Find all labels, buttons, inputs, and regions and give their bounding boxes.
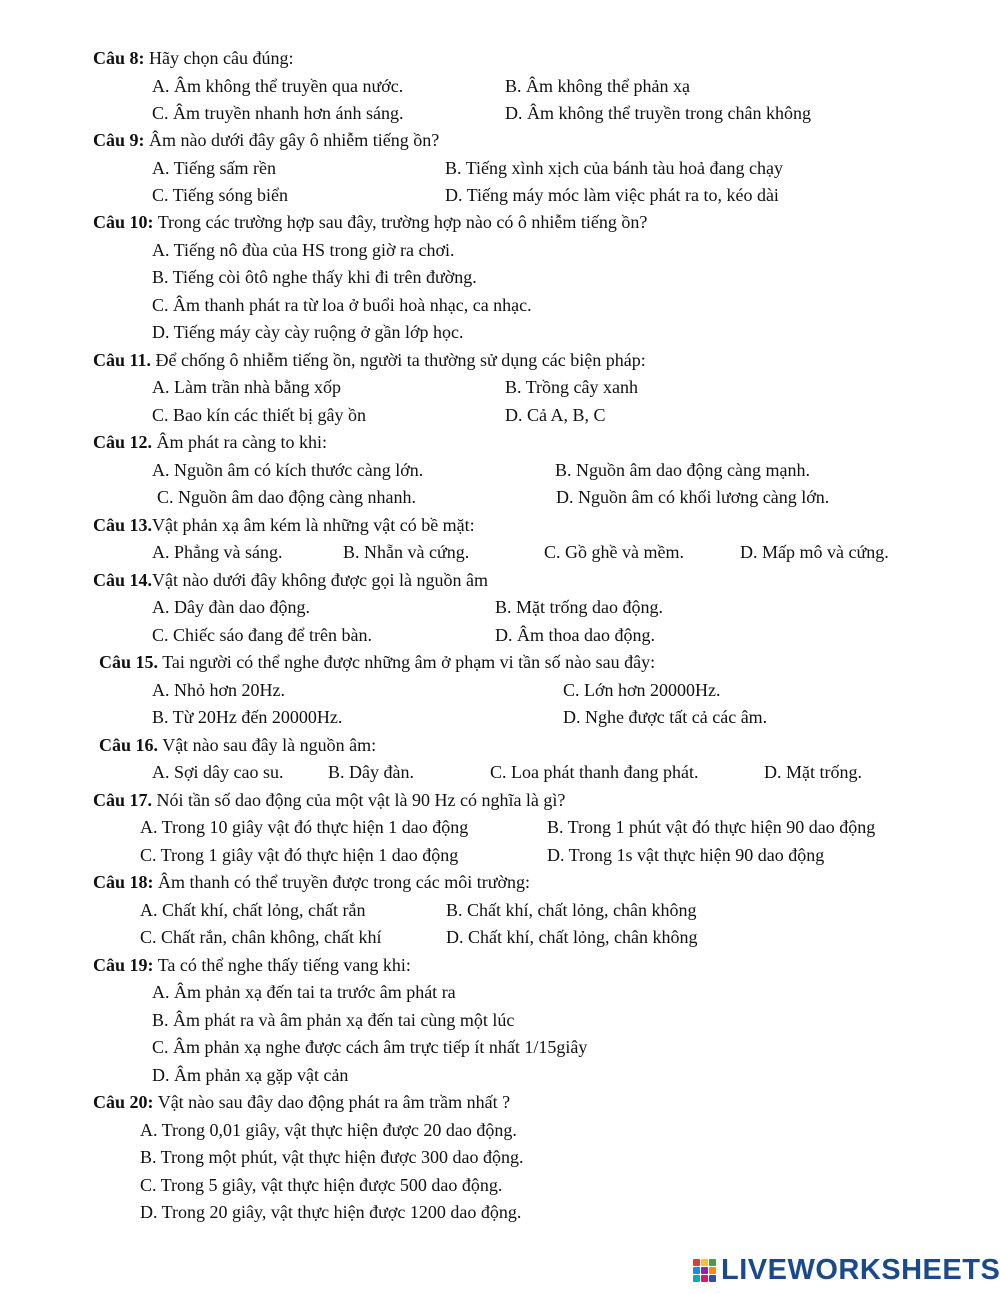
question-text: Để chống ô nhiễm tiếng ồn, người ta thường sử dụng các biện pháp: bbox=[151, 350, 646, 370]
option-b[interactable]: B. Trồng cây xanh bbox=[505, 377, 639, 397]
option-c[interactable]: C. Âm truyền nhanh hơn ánh sáng. bbox=[152, 103, 404, 123]
option-c[interactable]: C. Bao kín các thiết bị gây ồn bbox=[152, 405, 366, 425]
question-number: Câu 14. bbox=[93, 570, 153, 590]
question-text: Âm nào dưới đây gây ô nhiễm tiếng ồn? bbox=[144, 130, 440, 150]
option-b[interactable]: B. Nguồn âm dao động càng mạnh. bbox=[555, 460, 810, 480]
option-a[interactable]: A. Làm trần nhà bằng xốp bbox=[152, 377, 341, 397]
question-number: Câu 8: bbox=[93, 48, 145, 68]
option-a[interactable]: A. Trong 10 giây vật đó thực hiện 1 dao động bbox=[140, 817, 469, 837]
question-number: Câu 9: bbox=[93, 130, 145, 150]
option-b[interactable]: B. Từ 20Hz đến 20000Hz. bbox=[152, 707, 343, 727]
question-8 bbox=[93, 47, 293, 69]
logo-square bbox=[693, 1259, 700, 1266]
option-c[interactable]: C. Gồ ghề và mềm. bbox=[544, 542, 684, 562]
question-number: Câu 13. bbox=[93, 515, 153, 535]
option-b[interactable]: B. Âm không thể phản xạ bbox=[505, 76, 690, 96]
question-11 bbox=[93, 349, 646, 371]
question-number: Câu 12. bbox=[93, 432, 153, 452]
question-20 bbox=[93, 1091, 510, 1113]
question-10 bbox=[93, 211, 647, 233]
option-d[interactable]: D. Cả A, B, C bbox=[505, 405, 606, 425]
question-14 bbox=[93, 569, 488, 591]
question-text: Tai người có thể nghe được những âm ở phạm vi tần số nào sau đây: bbox=[158, 652, 656, 672]
option-a[interactable]: A. Phẳng và sáng. bbox=[152, 542, 283, 562]
logo-square bbox=[693, 1275, 700, 1282]
question-text: Nói tần số dao động của một vật là 90 Hz có nghĩa là gì? bbox=[152, 790, 566, 810]
logo-square bbox=[709, 1275, 716, 1282]
option-c[interactable]: C. Chất rắn, chân không, chất khí bbox=[140, 927, 382, 947]
logo-grid-icon bbox=[693, 1259, 716, 1282]
option-a[interactable]: A. Âm phản xạ đến tai ta trước âm phát ra bbox=[152, 982, 456, 1002]
option-b[interactable]: B. Dây đàn. bbox=[328, 762, 414, 782]
option-a[interactable]: A. Dây đàn dao động. bbox=[152, 597, 310, 617]
option-c[interactable]: C. Tiếng sóng biển bbox=[152, 185, 289, 205]
option-d[interactable]: D. Nghe được tất cả các âm. bbox=[563, 707, 768, 727]
question-text: Vật nào sau đây là nguồn âm: bbox=[158, 735, 377, 755]
question-number: Câu 16. bbox=[99, 735, 159, 755]
option-b[interactable]: B. Mặt trống dao động. bbox=[495, 597, 663, 617]
liveworksheets-logo bbox=[693, 1252, 1000, 1288]
option-c[interactable]: C. Âm phản xạ nghe được cách âm trực tiếp ít nhất 1/15giây bbox=[152, 1037, 588, 1057]
option-b[interactable]: B. Tiếng còi ôtô nghe thấy khi đi trên đường. bbox=[152, 267, 477, 287]
option-c[interactable]: C. Chiếc sáo đang để trên bàn. bbox=[152, 625, 372, 645]
question-number: Câu 19: bbox=[93, 955, 154, 975]
option-d[interactable]: D. Âm không thể truyền trong chân không bbox=[505, 103, 811, 123]
question-number: Câu 17. bbox=[93, 790, 153, 810]
option-d[interactable]: D. Tiếng máy cày cày ruộng ở gần lớp học. bbox=[152, 322, 464, 342]
question-text: Ta có thể nghe thấy tiếng vang khi: bbox=[153, 955, 411, 975]
option-c[interactable]: C. Âm thanh phát ra từ loa ở buổi hoà nhạc, ca nhạc. bbox=[152, 295, 532, 315]
question-16 bbox=[99, 734, 376, 756]
question-number: Câu 11. bbox=[93, 350, 152, 370]
question-9 bbox=[93, 129, 439, 151]
question-13 bbox=[93, 514, 475, 536]
option-a[interactable]: A. Trong 0,01 giây, vật thực hiện được 20 dao động. bbox=[140, 1120, 517, 1140]
option-b[interactable]: B. Nhẵn và cứng. bbox=[343, 542, 470, 562]
option-b[interactable]: B. Chất khí, chất lỏng, chân không bbox=[446, 900, 697, 920]
option-c[interactable]: C. Trong 1 giây vật đó thực hiện 1 dao động bbox=[140, 845, 459, 865]
option-d[interactable]: D. Tiếng máy móc làm việc phát ra to, kéo dài bbox=[445, 185, 779, 205]
logo-square bbox=[701, 1275, 708, 1282]
question-text: Trong các trường hợp sau đây, trường hợp nào có ô nhiễm tiếng ồn? bbox=[153, 212, 648, 232]
logo-square bbox=[709, 1267, 716, 1274]
option-d[interactable]: D. Âm phản xạ gặp vật cản bbox=[152, 1065, 349, 1085]
question-18 bbox=[93, 871, 530, 893]
question-15 bbox=[99, 651, 655, 673]
question-number: Câu 20: bbox=[93, 1092, 154, 1112]
question-text: Âm thanh có thể truyền được trong các môi trường: bbox=[153, 872, 530, 892]
question-text: Âm phát ra càng to khi: bbox=[152, 432, 327, 452]
question-12 bbox=[93, 431, 327, 453]
logo-square bbox=[701, 1259, 708, 1266]
option-a[interactable]: A. Âm không thể truyền qua nước. bbox=[152, 76, 404, 96]
question-text: Vật nào dưới đây không được gọi là nguồn âm bbox=[152, 570, 489, 590]
question-text: Hãy chọn câu đúng: bbox=[144, 48, 294, 68]
option-a[interactable]: A. Chất khí, chất lỏng, chất rắn bbox=[140, 900, 366, 920]
option-b[interactable]: B. Tiếng xình xịch của bánh tàu hoả đang chạy bbox=[445, 158, 783, 178]
option-d[interactable]: D. Mấp mô và cứng. bbox=[740, 542, 889, 562]
option-d[interactable]: D. Chất khí, chất lỏng, chân không bbox=[446, 927, 698, 947]
question-number: Câu 15. bbox=[99, 652, 159, 672]
option-d[interactable]: D. Mặt trống. bbox=[764, 762, 862, 782]
logo-square bbox=[701, 1267, 708, 1274]
option-d[interactable]: D. Trong 1s vật thực hiện 90 dao động bbox=[547, 845, 825, 865]
question-text: Vật nào sau đây dao động phát ra âm trầm nhất ? bbox=[153, 1092, 511, 1112]
logo-square bbox=[709, 1259, 716, 1266]
question-text: Vật phản xạ âm kém là những vật có bề mặt: bbox=[152, 515, 475, 535]
option-d[interactable]: D. Nguồn âm có khối lương càng lớn. bbox=[556, 487, 830, 507]
option-c[interactable]: C. Trong 5 giây, vật thực hiện được 500 dao động. bbox=[140, 1175, 503, 1195]
logo-square bbox=[693, 1267, 700, 1274]
question-number: Câu 10: bbox=[93, 212, 154, 232]
option-c[interactable]: C. Loa phát thanh đang phát. bbox=[490, 762, 699, 782]
option-a[interactable]: A. Tiếng nô đùa của HS trong giờ ra chơi. bbox=[152, 240, 455, 260]
option-c[interactable]: C. Nguồn âm dao động càng nhanh. bbox=[157, 487, 416, 507]
option-d[interactable]: D. Âm thoa dao động. bbox=[495, 625, 655, 645]
option-b[interactable]: B. Âm phát ra và âm phản xạ đến tai cùng một lúc bbox=[152, 1010, 515, 1030]
option-a[interactable]: A. Nhỏ hơn 20Hz. bbox=[152, 680, 286, 700]
option-a[interactable]: A. Nguồn âm có kích thước càng lớn. bbox=[152, 460, 424, 480]
option-c[interactable]: C. Lớn hơn 20000Hz. bbox=[563, 680, 721, 700]
question-19 bbox=[93, 954, 411, 976]
option-a[interactable]: A. Tiếng sấm rền bbox=[152, 158, 277, 178]
logo-text: LIVEWORKSHEETS bbox=[721, 1253, 1000, 1286]
question-17 bbox=[93, 789, 565, 811]
option-b[interactable]: B. Trong một phút, vật thực hiện được 300 dao động. bbox=[140, 1147, 524, 1167]
option-d[interactable]: D. Trong 20 giây, vật thực hiện được 1200 dao động. bbox=[140, 1202, 522, 1222]
question-number: Câu 18: bbox=[93, 872, 154, 892]
option-b[interactable]: B. Trong 1 phút vật đó thực hiện 90 dao động bbox=[547, 817, 876, 837]
option-a[interactable]: A. Sợi dây cao su. bbox=[152, 762, 284, 782]
